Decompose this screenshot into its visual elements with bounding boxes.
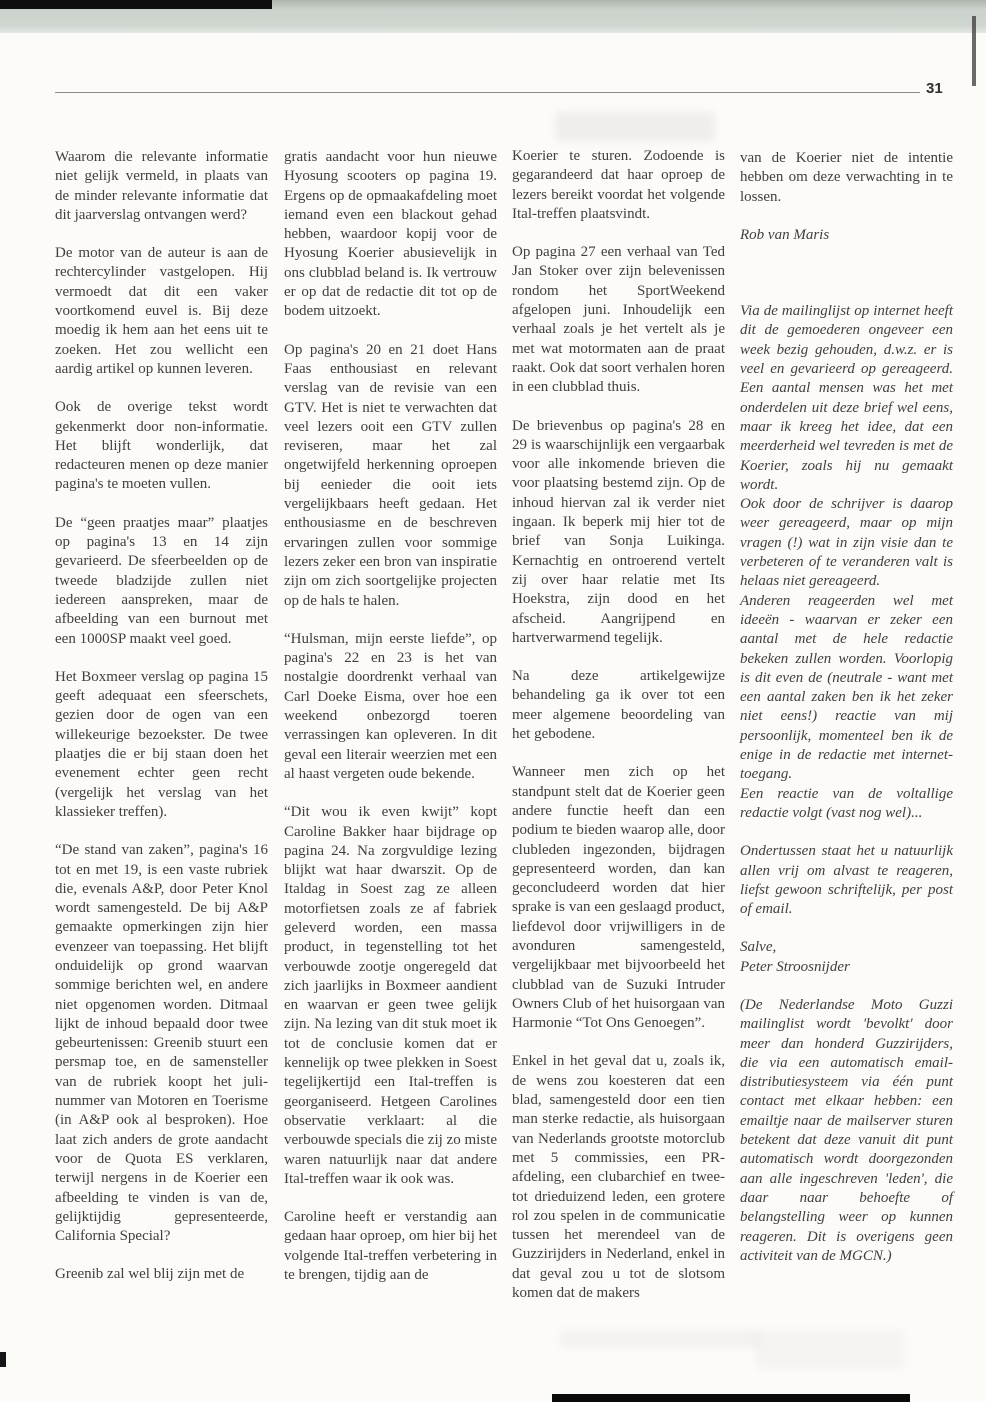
paragraph: Het Boxmeer verslag op pagina 15 geeft adequaat een sfeerschets, gezien door de ogen van een willekeurige bezoekster. De twee plaatjes die er bij staan doen het evenement echter geen recht (vergelijk het verslag van het klassieker treffen). bbox=[55, 668, 268, 820]
scan-edge-right-line bbox=[972, 16, 976, 86]
scan-edge-left-mark bbox=[0, 1352, 6, 1367]
paragraph: Koerier te sturen. Zodoende is gegarandeerd dat haar oproep de lezers bereikt voordat het volgende Ital-treffen plaatsvindt. bbox=[512, 148, 725, 222]
paragraph: Wanneer men zich op het standpunt stelt dat de Koerier geen andere functie heeft dan een podium te bieden waarop alle, door clubleden ingezonden, bijdragen gepresenteerd worden, dan kan geconcludeerd worden dat hier sprake is van een geslaagd product, liefdevol door vrijwilligers in de avonduren samengesteld, vergelijkbaar met bijvoorbeeld het clubblad van de Suzuki Intruder Owners Club of het huisorgaan van Harmonie “Tot Ons Genoegen”. bbox=[512, 764, 725, 1032]
page-number: 31 bbox=[926, 80, 943, 97]
paragraph: Anderen reageerden wel met ideeën - waarvan er zeker een aantal met de hele redactie bekeken zullen worden. Voorlopig is dit even de (neutrale - want met een aantal zaken ben ik het zeker niet eens!) reactie van mij persoonlijk, momenteel ben ik de enige in de redactie met internet-toegang. bbox=[740, 592, 953, 783]
paragraph: Greenib zal wel blij zijn met de bbox=[55, 1266, 245, 1283]
paragraph: “Hulsman, mijn eerste liefde”, op pagina's 22 en 23 is het van nostalgie doordrenkt verhaal van Carl Doeke Eisma, over hoe een weekend onbezorgd toeren verrassingen kan opleveren. In dit geval een literair weerzien met een al haast vergeten oude bekende. bbox=[284, 630, 497, 782]
paragraph: “De stand van zaken”, pagina's 16 tot en met 19, is een vaste rubriek die, evenals A&P, door Peter Knol wordt samengesteld. De bij A&P gemaakte opmerkingen zijn hier evenzeer van toepassing. Het blijft onduidelijk op grond waarvan sommige berichten wel, en andere niet opgenomen worden. Ditmaal lijkt de inhoud bepaald door twee gebeurtenissen: Greenib stuurt een persmap toe, en de samensteller van de rubriek koopt het juli-nummer van Motoren en Toerisme (in A&P ook al besproken). Hoe laat zich anders de grote aandacht voor de Quota ES verklaren, terwijl nergens in de Koerier een afbeelding te vinden is van de, gelijktijdig gepresenteerde, California Special? bbox=[55, 842, 268, 1245]
paragraph: De “geen praatjes maar” plaatjes op pagina's 13 en 14 zijn gevarieerd. De sfeerbeelden op de tweede bladzijde zullen niet iedereen aanspreken, maar de afbeelding van een burnout met een 1000SP maakt veel goed. bbox=[55, 514, 268, 647]
signature-peter-stroosnijder: Peter Stroosnijder bbox=[740, 958, 850, 975]
signature-rob-van-maris: Rob van Maris bbox=[740, 226, 830, 243]
paragraph: Een reactie van de voltallige redactie volgt (vast nog wel)... bbox=[740, 785, 953, 821]
bleed-through-artifact bbox=[560, 1330, 760, 1348]
paragraph: Ook door de schrijver is daarop weer gereageerd, maar op mijn vragen (!) wat in zijn visie dan te verbeteren of te veranderen valt is helaas niet gereageerd. bbox=[740, 496, 953, 590]
paragraph: (De Nederlandse Moto Guzzi mailinglist wordt 'bevolkt' door meer dan honderd Guzzirijders, die via een automatisch email-distributiesysteem via één punt contact met elkaar hebben: een emailtje naar de mailserver sturen betekent dat deze vanuit dit punt automatisch wordt doorgezonden aan alle ingeschreven 'leden', die daar naar behoefte of belangstelling weer op kunnen reageren. Dit is overigens geen activiteit van de MGCN.) bbox=[740, 996, 953, 1264]
bleed-through-artifact bbox=[755, 1330, 905, 1370]
paragraph: gratis aandacht voor hun nieuwe Hyosung scooters op pagina 19. Ergens op de opmaakafdeling moet iemand even een blackout gehad hebben, waardoor kopij voor de Hyosung Koerier abusievelijk in ons clubblad beland is. Ik vertrouw er op dat de redactie dit tot op de bodem uitzoekt. bbox=[284, 149, 497, 320]
paragraph: De brievenbus op pagina's 28 en 29 is waarschijnlijk een vergaarbak voor alle inkomende brieven die voor plaatsing bestemd zijn. Op de inhoud hiervan zal ik verder niet ingaan. Ik beperk mij hier tot de brief van Sonja Luikinga. Kernachtig en ontroerend vertelt zij over haar relatie met Its Hoekstra, zijn dood en het afscheid. Aangrijpend en hartverwarmend tegelijk. bbox=[512, 417, 725, 646]
text-column-3 bbox=[512, 147, 725, 1322]
paragraph: Ook de overige tekst wordt gekenmerkt door non-informatie. Het blijft wonderlijk, dat redacteuren menen op deze manier pagina's te moeten vullen. bbox=[55, 399, 268, 493]
scan-edge-bottom-bar bbox=[552, 1394, 910, 1402]
paragraph: Salve, bbox=[740, 939, 777, 956]
paragraph: Enkel in het geval dat u, zoals ik, de wens zou koesteren dat een blad, samengesteld door een tien man sterke redactie, als huisorgaan van Nederlands grootste motorclub met 5 commissies, een PR-afdeling, een clubarchief en twee- tot drieduizend leden, een grotere rol zou spelen in de communicatie tussen het merendeel van de Guzzirijders in Nederland, enkel in dat geval zou u tot de slotsom komen dat de makers bbox=[512, 1053, 725, 1302]
paragraph: Via de mailinglijst op internet heeft dit de gemoederen ongeveer een week bezig gehouden, d.w.z. er is veel en gevarieerd op gereageerd. Een aantal mensen was het met onderdelen uit deze brief wel eens, maar ik kreeg het idee, dat een meerderheid wel tevreden is met de Koerier, zoals hij nu gemaakt wordt. bbox=[740, 303, 953, 493]
bleed-through-artifact bbox=[555, 112, 715, 142]
text-column-2 bbox=[284, 148, 497, 1304]
text-column-1 bbox=[55, 148, 268, 1304]
paragraph: Caroline heeft er verstandig aan gedaan haar oproep, om hier bij het volgende Ital-treffen verbetering in te brengen, tijdig aan de bbox=[284, 1209, 497, 1284]
paragraph: Na deze artikelgewijze behandeling ga ik over tot een meer algemene beoordeling van het gebodene. bbox=[512, 668, 725, 743]
paragraph: Op pagina's 20 en 21 doet Hans Faas enthousiast en relevant verslag van de revisie van een GTV. Het is niet te verwachten dat veel lezers ooit een GTV zullen reviseren, maar het zal ongetwijfeld herkenning oproepen bij eenieder die ooit iets vergelijkbaars heeft gedaan. Het enthousiasme en de beschreven ervaringen zullen voor sommige lezers zeker een bron van inspiratie zijn om zich soortgelijke projecten op de hals te halen. bbox=[284, 341, 497, 609]
paragraph: Waarom die relevante informatie niet gelijk vermeld, in plaats van de minder relevante informatie dat dit jaarverslag ontvangen werd? bbox=[55, 149, 268, 223]
paragraph: van de Koerier niet de intentie hebben om deze verwachting in te lossen. bbox=[740, 150, 953, 205]
paragraph: De motor van de auteur is aan de rechtercylinder vastgelopen. Hij vermoedt dat dit een vaker voortkomend euvel is. Bij deze moedig ik hem aan het eens uit te zoeken. Het zou wellicht een aardig artikel op kunnen leveren. bbox=[55, 245, 268, 377]
text-column-4 bbox=[740, 149, 953, 1285]
paragraph: “Dit wou ik even kwijt” kopt Caroline Bakker haar bijdrage op pagina 24. Na zorgvuldige lezing blijkt wat haar dwarszit. Op de Italdag in Soest zag ze alleen motorfietsen zoals ze af fabriek geleverd worden, een massa product, in tegenstelling tot het verbouwde zootje ongeregeld dat zich jaarlijks in Boxmeer aandient en waarvan er geen twee gelijk zijn. Na lezing van dit stuk moet ik tot de conclusie komen dat er kennelijk op twee plekken in Soest tegelijkertijd een Ital-treffen is georganiseerd. Hetgeen Carolines observatie verklaart: al die verbouwde specials die zij zo miste waren natuurlijk naar dat andere Ital-treffen waar ik ook was. bbox=[284, 804, 497, 1187]
scan-edge-top-black-bar bbox=[0, 0, 272, 9]
paragraph: Op pagina 27 een verhaal van Ted Jan Stoker over zijn belevenissen rondom het SportWeekend afgelopen juni. Inhoudelijk een verhaal zoals je het vertelt als je met wat motormaten aan de praat raakt. Ook dat soort verhalen horen in een clubblad thuis. bbox=[512, 244, 725, 396]
header-rule bbox=[55, 92, 920, 93]
paragraph: Ondertussen staat het u natuurlijk allen vrij om alvast te reageren, liefst gewoon schriftelijk, per post of email. bbox=[740, 843, 953, 918]
